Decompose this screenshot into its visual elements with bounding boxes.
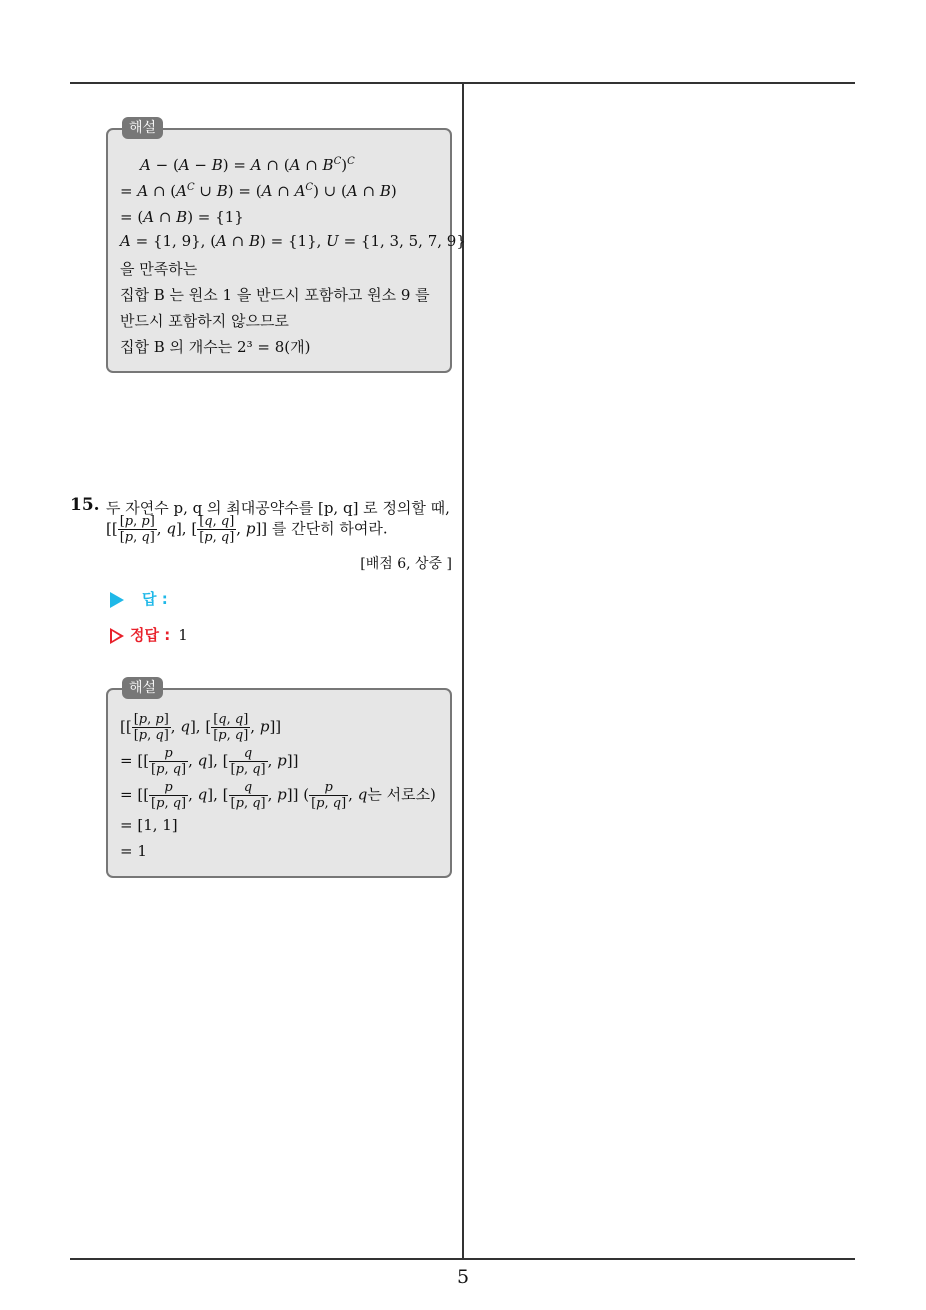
correct-answer-row bbox=[110, 624, 188, 645]
solution2-line-5: = 1 bbox=[120, 842, 147, 860]
solution2-line-2: = [[ $\frac{p}{[p, q]}$ , q], [ $\frac{q}{[p, q]}$ , p]] bbox=[120, 746, 299, 777]
question-text-suffix: 를 간단히 하여라. bbox=[271, 519, 388, 538]
solution-box-2 bbox=[106, 680, 452, 878]
fraction: $\frac{[q, q]}{[p, q]}$ bbox=[213, 712, 249, 743]
fraction: $\frac{p}{[p, q]}$ bbox=[151, 746, 187, 777]
answer-label: 답 : bbox=[142, 590, 168, 608]
column-divider bbox=[462, 83, 464, 1259]
score-meta: [배점 6, 상중 ] bbox=[360, 556, 452, 572]
solution-line-1: A − (A − B) = A ∩ (A ∩ $B^C)^C$ bbox=[140, 156, 355, 174]
solution-tag: 해설 bbox=[122, 677, 163, 699]
solution-line-2: = A ∩ ($A^C$ ∪ B) = (A ∩ $A^C$) ∪ (A ∩ B) bbox=[120, 182, 397, 200]
solution2-line-4: = [1, 1] bbox=[120, 816, 178, 834]
outline-triangle-icon bbox=[110, 628, 124, 644]
fraction: $\frac{[p, p]}{[p, q]}$ bbox=[119, 514, 155, 545]
solution-line-5: 을 만족하는 bbox=[120, 260, 198, 278]
solution-line-4: A = {1, 9}, (A ∩ B) = {1}, U = {1, 3, 5, 7, 9} bbox=[120, 232, 466, 250]
fraction: $\frac{p}{[p, q]}$ bbox=[311, 780, 347, 811]
correct-answer-value: 1 bbox=[178, 626, 188, 644]
fraction: $\frac{[p, p]}{[p, q]}$ bbox=[133, 712, 169, 743]
answer-row bbox=[110, 588, 168, 609]
question-number: 15. bbox=[70, 495, 100, 515]
solution2-line-3: = [[ $\frac{p}{[p, q]}$ , q], [ $\frac{q}{[p, q]}$ , p]] ( $\frac{p}{[p, q]}$ , q는 서로소) bbox=[120, 780, 436, 811]
solution-line-8: 집합 B 의 개수는 2³ = 8(개) bbox=[120, 338, 311, 356]
solution-line-7: 반드시 포함하지 않으므로 bbox=[120, 312, 289, 330]
question-text-line-1: 두 자연수 p, q 의 최대공약수를 [p, q] 로 정의할 때, bbox=[106, 499, 450, 517]
solution2-line-1: [[ $\frac{[p, p]}{[p, q]}$ , q], [ $\frac{[q, q]}{[p, q]}$ , p]] bbox=[120, 712, 282, 743]
fraction: $\frac{q}{[p, q]}$ bbox=[230, 780, 266, 811]
solution-tag: 해설 bbox=[122, 117, 163, 139]
bottom-rule bbox=[70, 1258, 855, 1260]
play-triangle-icon bbox=[110, 592, 124, 608]
question-text-line-2: [[ $\frac{[p, p]}{[p, q]}$ , q], [ $\frac{[q, q]}{[p, q]}$ , p]] 를 간단히 하여라. bbox=[106, 514, 388, 545]
solution-line-6: 집합 B 는 원소 1 을 반드시 포함하고 원소 9 를 bbox=[120, 286, 430, 304]
fraction: $\frac{p}{[p, q]}$ bbox=[151, 780, 187, 811]
solution-line-3: = (A ∩ B) = {1} bbox=[120, 208, 244, 226]
page-number: 5 bbox=[456, 1266, 470, 1288]
fraction: $\frac{[q, q]}{[p, q]}$ bbox=[199, 514, 235, 545]
solution-box-1 bbox=[106, 120, 466, 373]
correct-answer-label: 정답 : bbox=[130, 626, 171, 644]
fraction: $\frac{q}{[p, q]}$ bbox=[230, 746, 266, 777]
